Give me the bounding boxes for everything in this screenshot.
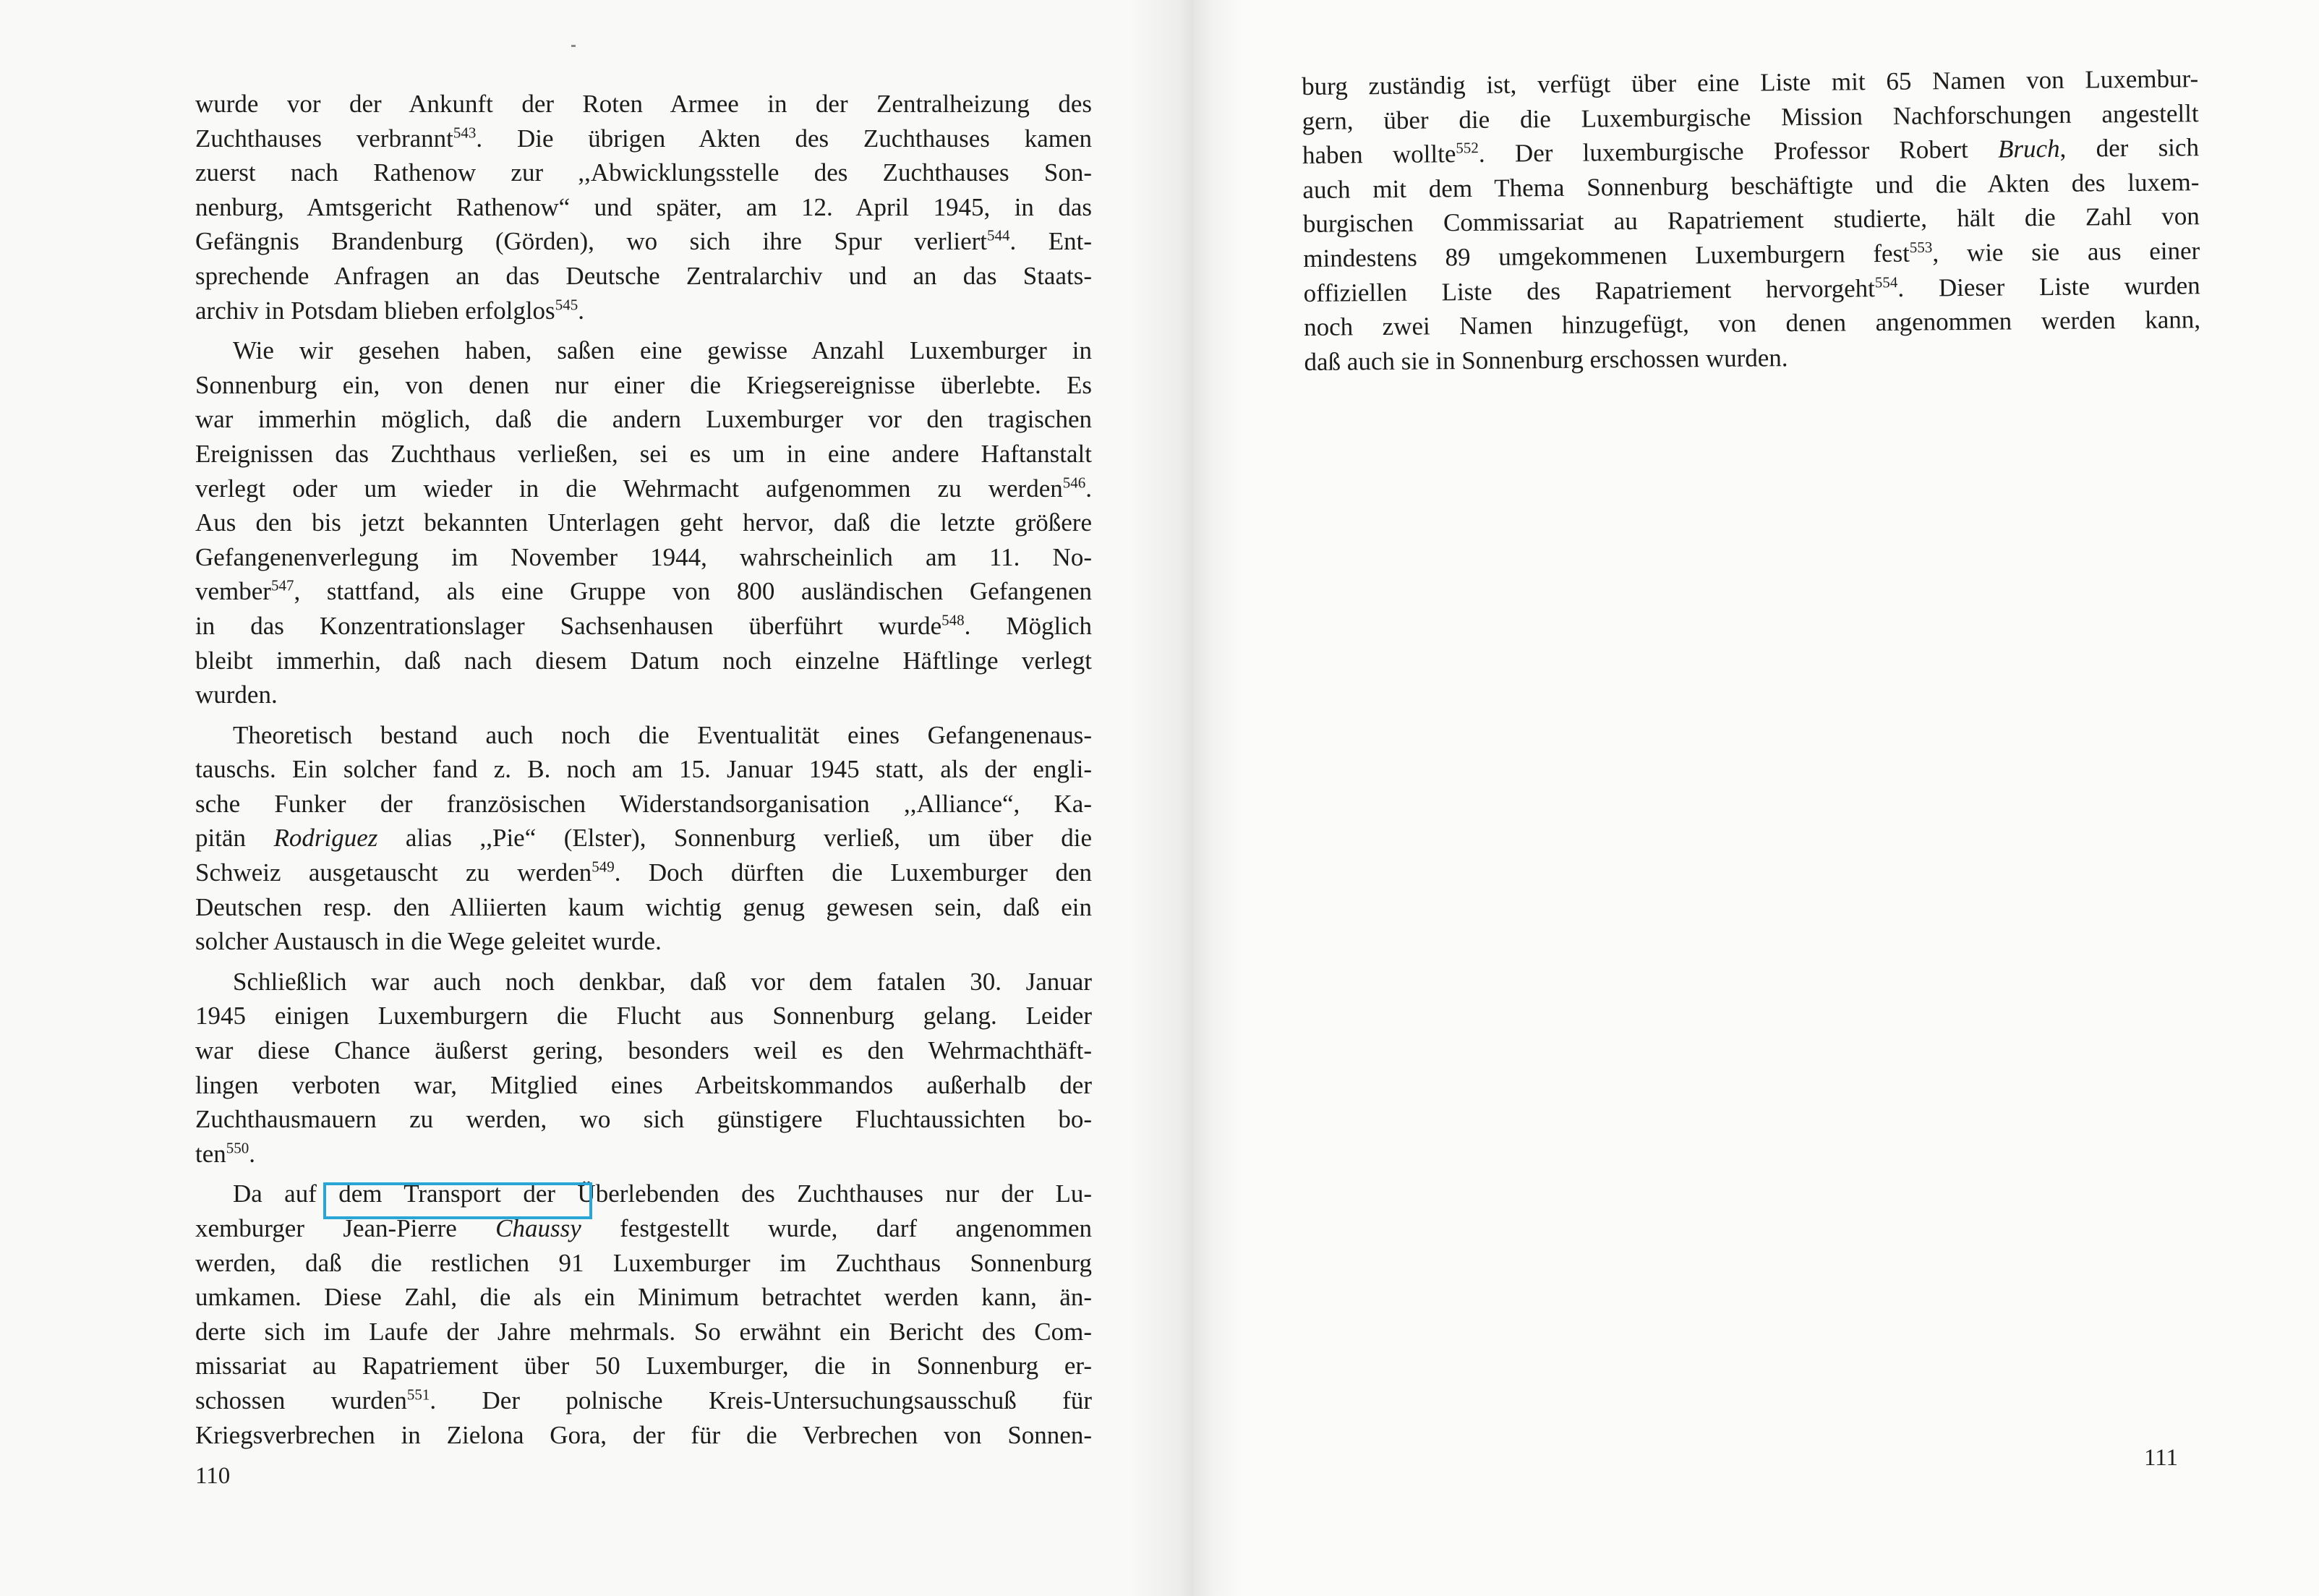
- text-line: [195, 821, 1092, 855]
- text-line: [195, 505, 1092, 540]
- text-line: [195, 965, 1092, 999]
- line-text: Schweiz ausgetauscht zu werden: [195, 858, 592, 887]
- left-page-text: [195, 87, 1092, 1452]
- footnote-ref: 551: [406, 1386, 430, 1404]
- text-line: [195, 1383, 1092, 1418]
- line-text: . Der luxemburgische Professor Robert: [1478, 135, 1999, 168]
- footnote-ref: 546: [1062, 473, 1086, 491]
- line-text: Zuchthauses verbrannt: [195, 124, 453, 153]
- text-line: [195, 121, 1092, 156]
- line-text: . Der polnische Kreis-Untersuchungsausschuß für: [430, 1386, 1092, 1414]
- footnote-ref: 552: [1456, 139, 1479, 157]
- line-text: Da auf dem Transport der Überlebenden des Zuchthauses nur der Lu-: [233, 1179, 1092, 1208]
- name-highlight-box: [323, 1182, 592, 1219]
- line-text: pitän: [195, 824, 274, 853]
- text-line: [195, 1068, 1092, 1103]
- line-text: verlegt oder um wieder in die Wehrmacht aufgenommen zu werden: [195, 474, 1063, 503]
- line-text: lingen verboten war, Mitglied eines Arbeitskommandos außerhalb der: [195, 1070, 1092, 1099]
- text-line: [195, 574, 1092, 609]
- footnote-ref: 544: [987, 226, 1010, 244]
- text-line: [195, 752, 1092, 787]
- line-text: werden, daß die restlichen 91 Luxemburger im Zuchthaus Sonnenburg: [195, 1248, 1092, 1277]
- line-text: derte sich im Laufe der Jahre mehrmals. So erwähnt ein Bericht des Com-: [195, 1317, 1092, 1346]
- text-line: [195, 678, 1092, 712]
- line-text: schossen wurden: [195, 1386, 407, 1414]
- footnote-ref: 543: [453, 123, 477, 141]
- text-line: [195, 855, 1092, 890]
- line-text: Schließlich war auch noch denkbar, daß vor dem fatalen 30. Januar: [233, 967, 1092, 996]
- line-text: umkamen. Diese Zahl, die als ein Minimum betrachtet werden kann, än-: [195, 1283, 1092, 1312]
- line-text: vember: [195, 577, 271, 606]
- footnote-ref: 547: [270, 576, 294, 594]
- text-line: [195, 1418, 1092, 1453]
- line-text: auch mit dem Thema Sonnenburg beschäftigte und die Akten des luxem-: [1302, 167, 2200, 204]
- line-text: wurden.: [195, 680, 278, 709]
- text-line: [195, 718, 1092, 753]
- text-line: [195, 1315, 1092, 1349]
- book-gutter: [1128, 0, 1244, 1596]
- line-text: missariat au Rapatriement über 50 Luxemburger, die in Sonnenburg er-: [195, 1352, 1092, 1381]
- text-line: [195, 787, 1092, 822]
- line-text: xemburger Jean-Pierre: [195, 1214, 496, 1242]
- line-text: sprechende Anfragen an das Deutsche Zentralarchiv und an das Staats-: [195, 261, 1092, 290]
- line-text: 1945 einigen Luxemburgern die Flucht aus Sonnenburg gelang. Leider: [195, 1002, 1092, 1030]
- text-line: [195, 471, 1092, 506]
- line-text: Ereignissen das Zuchthaus verließen, sei es um in eine andere Haftanstalt: [195, 439, 1092, 468]
- text-line: [195, 1246, 1092, 1281]
- line-text: .: [249, 1139, 256, 1168]
- line-text: . Die übrigen Akten des Zuchthauses kamen: [476, 124, 1092, 153]
- text-line: [195, 999, 1092, 1033]
- text-line: [195, 1280, 1092, 1315]
- line-text: wurde vor der Ankunft der Roten Armee in der Zentralheizung des: [195, 90, 1092, 118]
- footnote-ref: 548: [941, 611, 965, 629]
- text-line: [195, 87, 1092, 121]
- line-text: gern, über die die Luxemburgische Mission Nachforschungen angestellt: [1302, 98, 2199, 135]
- line-text: Wie wir gesehen haben, saßen eine gewisse Anzahl Luxemburger in: [233, 336, 1092, 365]
- line-text: ten: [195, 1139, 226, 1168]
- text-line: [195, 155, 1092, 190]
- text-line: [195, 1102, 1092, 1137]
- line-text: tauschs. Ein solcher fand z. B. noch am 15. Januar 1945 statt, als der engli-: [195, 755, 1092, 784]
- line-text: burgischen Commissariat au Rapatriement studierte, hält die Zahl von: [1302, 202, 2200, 239]
- right-page-text: [1302, 61, 2201, 379]
- line-text: archiv in Potsdam blieben erfolglos: [195, 296, 555, 325]
- line-text: Theoretisch bestand auch noch die Eventualität eines Gefangenenaus-: [233, 720, 1092, 749]
- line-text: Gefängnis Brandenburg (Görden), wo sich ihre Spur verliert: [195, 227, 988, 256]
- footnote-ref: 549: [592, 858, 615, 876]
- print-speck: [571, 45, 576, 47]
- line-text: Kriegsverbrechen in Zielona Gora, der für die Verbrechen von Sonnen-: [195, 1420, 1092, 1449]
- text-line: [195, 259, 1092, 294]
- line-text: Aus den bis jetzt bekannten Unterlagen geht hervor, daß die letzte größere: [195, 508, 1092, 537]
- line-text: solcher Austausch in die Wege geleitet wurde.: [195, 927, 662, 956]
- line-text: Gefangenenverlegung im November 1944, wahrscheinlich am 11. No-: [195, 542, 1092, 571]
- text-line: [195, 540, 1092, 575]
- right-page-number: 111: [2144, 1445, 2179, 1471]
- line-text: war immerhin möglich, daß die andern Luxemburger vor den tragischen: [195, 405, 1092, 434]
- text-line: [195, 402, 1092, 437]
- text-line: [195, 1033, 1092, 1068]
- text-line: [195, 890, 1092, 925]
- footnote-ref: 550: [226, 1139, 249, 1157]
- line-text: burg zuständig ist, verfügt über eine Liste mit 65 Namen von Luxembur-: [1302, 64, 2199, 101]
- line-text: , der sich: [2059, 133, 2200, 163]
- text-line: [195, 333, 1092, 368]
- line-text: daß auch sie in Sonnenburg erschossen wurden.: [1304, 343, 1788, 376]
- line-text: Zuchthausmauern zu werden, wo sich günstigere Fluchtaussichten bo-: [195, 1105, 1092, 1134]
- text-line: [195, 644, 1092, 678]
- line-text: haben wollte: [1302, 140, 1456, 170]
- line-text: , wie sie aus einer: [1932, 236, 2200, 268]
- footnote-ref: 553: [1909, 238, 1933, 256]
- line-text: sche Funker der französischen Widerstandsorganisation ,,Alliance“, Ka-: [195, 789, 1092, 818]
- text-line: [195, 294, 1092, 328]
- italic-name: Rodriguez: [273, 824, 378, 853]
- line-text: mindestens 89 umgekommenen Luxemburgern fest: [1303, 239, 1910, 273]
- text-line: [195, 1349, 1092, 1383]
- line-text: offiziellen Liste des Rapatriement hervorgeht: [1303, 273, 1876, 307]
- line-text: nenburg, Amtsgericht Rathenow“ und später, am 12. April 1945, in das: [195, 192, 1092, 221]
- line-text: .: [578, 296, 584, 325]
- line-text: war diese Chance äußerst gering, besonders weil es den Wehrmachthäft-: [195, 1036, 1092, 1065]
- text-line: [195, 437, 1092, 471]
- line-text: noch zwei Namen hinzugefügt, von denen angenommen werden kann,: [1303, 305, 2201, 342]
- line-text: zuerst nach Rathenow zur ,,Abwicklungsstelle des Zuchthauses Son-: [195, 158, 1092, 187]
- italic-name: Chaussy: [495, 1214, 581, 1242]
- text-line: [195, 368, 1092, 403]
- line-text: festgestellt wurde, darf angenommen: [581, 1214, 1092, 1242]
- line-text: Deutschen resp. den Alliierten kaum wichtig genug gewesen sein, daß ein: [195, 892, 1092, 921]
- line-text: Sonnenburg ein, von denen nur einer die Kriegsereignisse überlebte. Es: [195, 370, 1092, 399]
- footnote-ref: 554: [1874, 273, 1898, 291]
- text-line: [195, 924, 1092, 959]
- footnote-ref: 545: [555, 295, 578, 313]
- line-text: . Dieser Liste wurden: [1897, 270, 2200, 302]
- text-line: [195, 1137, 1092, 1172]
- italic-name: Bruch: [1997, 135, 2060, 163]
- line-text: . Möglich: [964, 611, 1092, 640]
- line-text: , stattfand, als eine Gruppe von 800 ausländischen Gefangenen: [294, 577, 1092, 606]
- text-line: [195, 224, 1092, 259]
- text-line: [195, 609, 1092, 644]
- line-text: alias ,,Pie“ (Elster), Sonnenburg verließ, um über die: [377, 824, 1093, 853]
- line-text: . Ent-: [1009, 227, 1092, 256]
- left-page-number: 110: [195, 1463, 231, 1489]
- line-text: . Doch dürften die Luxemburger den: [614, 858, 1092, 887]
- line-text: in das Konzentrationslager Sachsenhausen überführt wurde: [195, 611, 942, 640]
- text-line: [195, 190, 1092, 225]
- line-text: bleibt immerhin, daß nach diesem Datum noch einzelne Häftlinge verlegt: [195, 646, 1092, 675]
- line-text: .: [1085, 474, 1092, 503]
